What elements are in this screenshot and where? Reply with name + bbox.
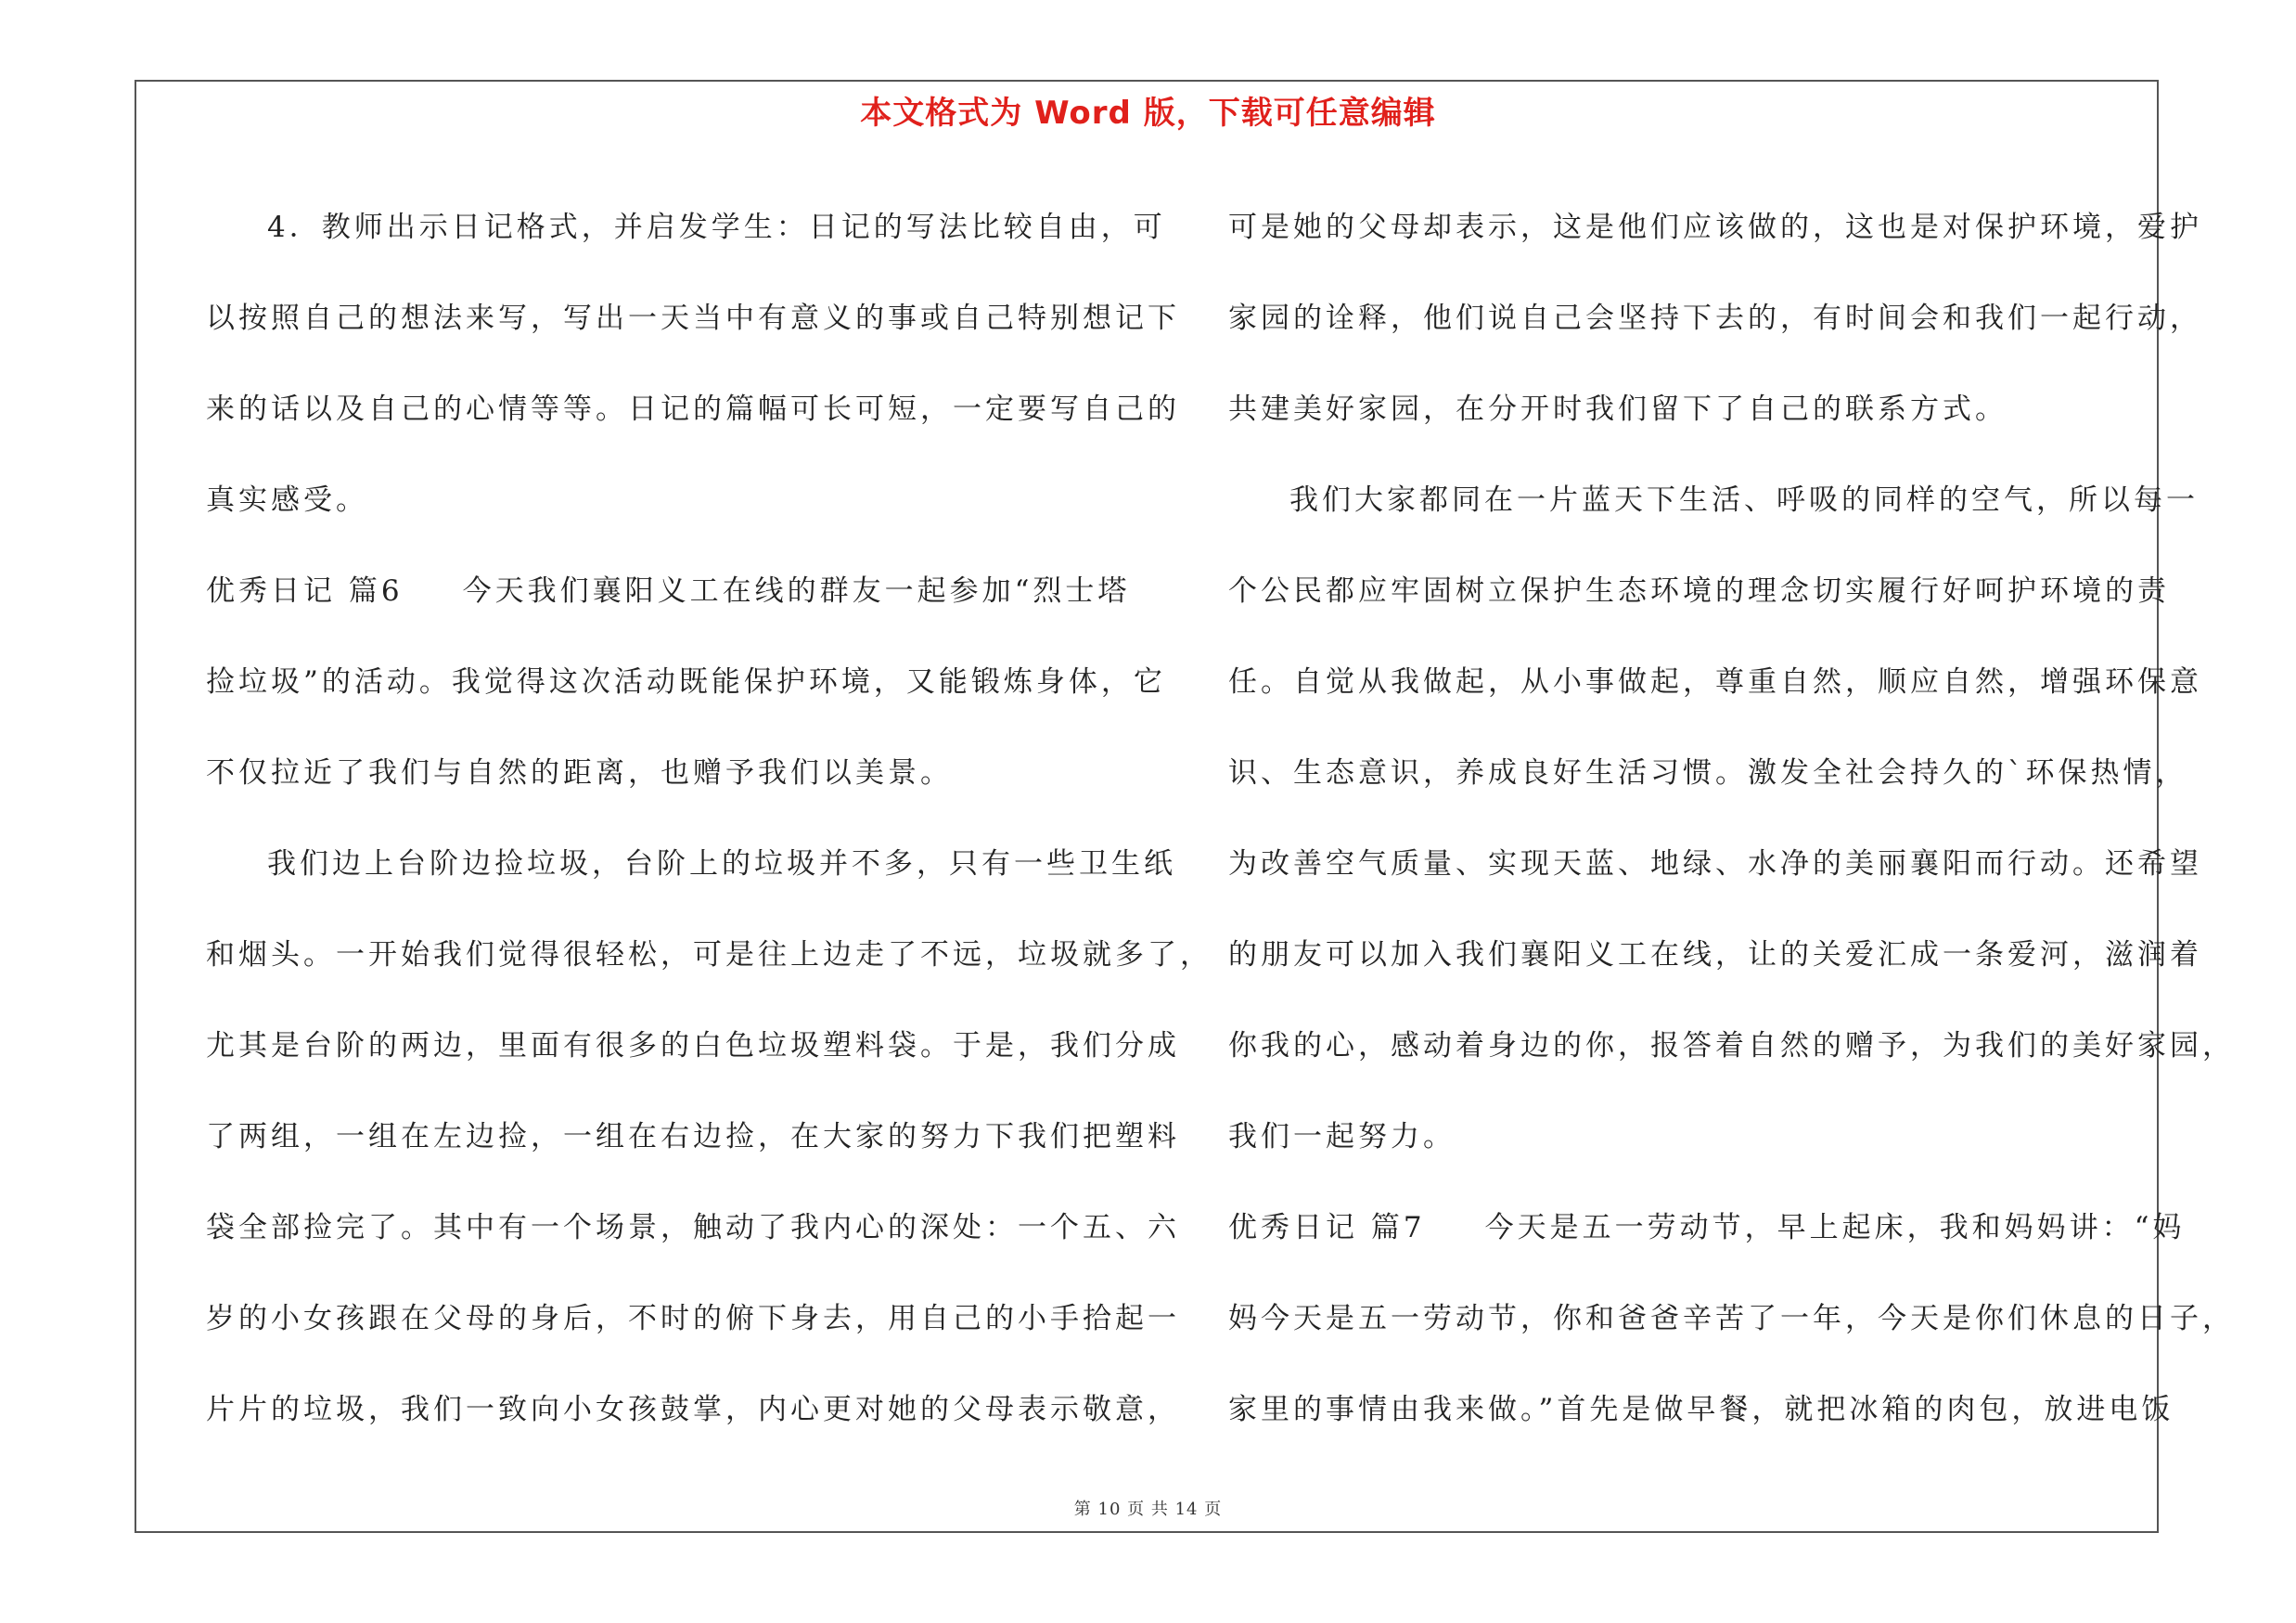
entry-line — [206, 546, 1134, 637]
paragraph-line: 袋全部捡完了。其中有一个场景，触动了我内心的深处：一个五、六 — [206, 1211, 1180, 1244]
paragraph-line: 个公民都应牢固树立保护生态环境的理念切实履行好呵护环境的责 — [1228, 574, 2170, 608]
paragraph-line: 来的话以及自己的心情等等。日记的篇幅可长可短，一定要写自己的 — [206, 393, 1180, 426]
paragraph-line: 的朋友可以加入我们襄阳义工在线，让的关爱汇成一条爱河，滋润着 — [1228, 938, 2202, 972]
paragraph-line: 我们大家都同在一片蓝天下生活、呼吸的同样的空气，所以每一 — [1289, 483, 2199, 517]
paragraph-line: 你我的心，感动着身边的你，报答着自然的赠予，为我们的美好家园， — [1228, 1029, 2235, 1063]
paragraph-line: 识、生态意识，养成良好生活习惯。激发全社会持久的`环保热情， — [1228, 756, 2188, 790]
paragraph-line: 家园的诠释，他们说自己会坚持下去的，有时间会和我们一起行动， — [1228, 302, 2202, 335]
paragraph-line: 4．教师出示日记格式，并启发学生：日记的写法比较自由，可 — [267, 211, 1166, 244]
entry-text: 今天我们襄阳义工在线的群友一起参加“烈士塔 — [462, 574, 1131, 608]
header-banner: 本文格式为 Word 版，下载可任意编辑 — [860, 95, 1436, 132]
entry-line — [1228, 1182, 2186, 1273]
paragraph-line: 以按照自己的想法来写，写出一天当中有意义的事或自己特别想记下 — [206, 302, 1180, 335]
paragraph-line: 捡垃圾”的活动。我觉得这次活动既能保护环境，又能锻炼身体，它 — [206, 665, 1166, 699]
paragraph-line: 不仅拉近了我们与自然的距离，也赠予我们以美景。 — [206, 756, 953, 790]
paragraph-line: 可是她的父母却表示，这是他们应该做的，这也是对保护环境，爱护 — [1228, 211, 2202, 244]
right-column — [1228, 182, 2235, 1455]
entry-title: 优秀日记 篇7 — [1228, 1211, 1426, 1244]
page-number-footer: 第 10 页 共 14 页 — [1073, 1500, 1223, 1519]
paragraph-line: 和烟头。一开始我们觉得很轻松，可是往上边走了不远，垃圾就多了， — [206, 938, 1212, 972]
paragraph-line: 妈今天是五一劳动节，你和爸爸辛苦了一年，今天是你们休息的日子， — [1228, 1302, 2235, 1335]
entry-text: 今天是五一劳动节，早上起床，我和妈妈讲：“妈 — [1484, 1211, 2186, 1244]
paragraph-line: 片片的垃圾，我们一致向小女孩鼓掌，内心更对她的父母表示敬意， — [206, 1393, 1180, 1426]
left-column — [206, 182, 1212, 1455]
paragraph-line: 我们一起努力。 — [1228, 1120, 1456, 1153]
paragraph-line: 岁的小女孩跟在父母的身后，不时的俯下身去，用自己的小手拾起一 — [206, 1302, 1180, 1335]
paragraph-line: 真实感受。 — [206, 483, 368, 517]
paragraph-line: 任。自觉从我做起，从小事做起，尊重自然，顺应自然，增强环保意 — [1228, 665, 2202, 699]
paragraph-line: 共建美好家园，在分开时我们留下了自己的联系方式。 — [1228, 393, 2007, 426]
paragraph-line: 尤其是台阶的两边，里面有很多的白色垃圾塑料袋。于是，我们分成 — [206, 1029, 1180, 1063]
entry-title: 优秀日记 篇6 — [206, 574, 404, 608]
paragraph-line: 了两组，一组在左边捡，一组在右边捡，在大家的努力下我们把塑料 — [206, 1120, 1180, 1153]
paragraph-line: 我们边上台阶边捡垃圾，台阶上的垃圾并不多，只有一些卫生纸 — [267, 847, 1176, 881]
paragraph-line: 家里的事情由我来做。”首先是做早餐，就把冰箱的肉包，放进电饭 — [1228, 1393, 2174, 1426]
paragraph-line: 为改善空气质量、实现天蓝、地绿、水净的美丽襄阳而行动。还希望 — [1228, 847, 2202, 881]
